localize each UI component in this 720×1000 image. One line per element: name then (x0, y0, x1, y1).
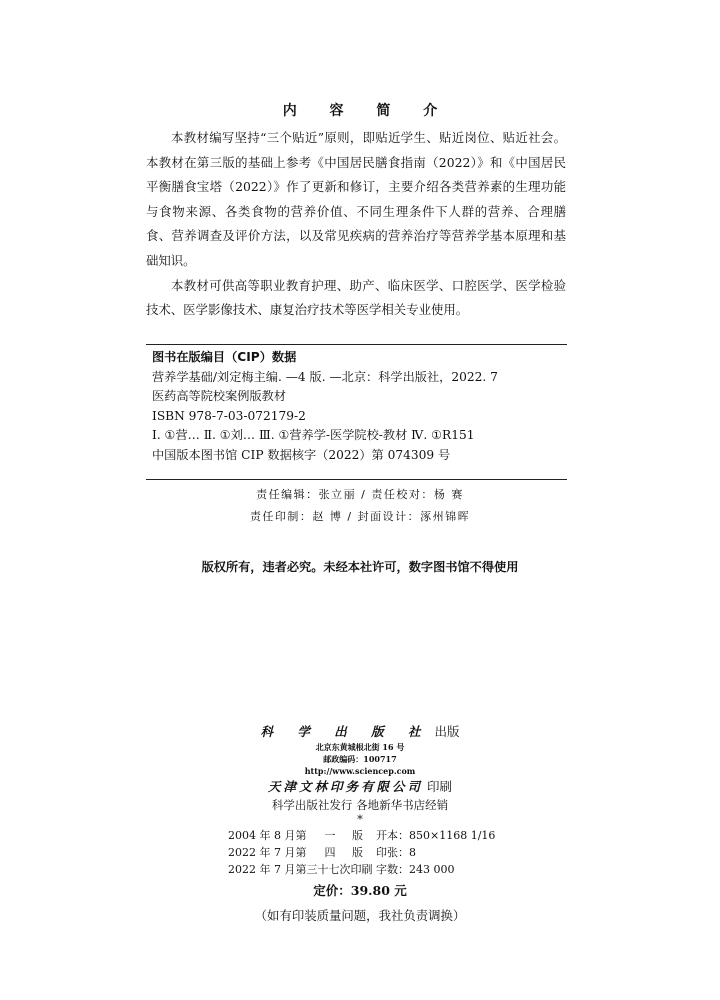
editors-line-1: 责任编辑：张立丽 / 责任校对：杨 赛 (256, 488, 464, 501)
edition-table (228, 827, 495, 878)
cip-heading: 图书在版编目（CIP）数据 (152, 350, 297, 364)
printer-line (0, 777, 720, 795)
cip-line: Ⅰ. ①营… Ⅱ. ①刘… Ⅲ. ①营养学-医学院校-教材 Ⅳ. ①R151 (152, 428, 475, 442)
edition-row (228, 844, 495, 861)
cip-line: 医药高等院校案例版教材 (152, 389, 287, 403)
edition-number: 四 (324, 846, 336, 859)
printer-logo-text: 天津文林印务有限公司 (267, 779, 423, 794)
intro-paragraph-2: 本教材可供高等职业教育护理、助产、临床医学、口腔医学、医学检验技术、医学影像技术、康复治疗技术等医学相关专业使用。 (146, 277, 566, 318)
publisher-postcode: 邮政编码：100717 (323, 754, 397, 764)
intro-paragraph-1: 本教材编写坚持“三个贴近”原则，即贴近学生、贴近岗位、贴近社会。本教材在第三版的基础上参考《中国居民膳食指南（2022）》和《中国居民平衡膳食宝塔（2022）》作了更新和修订，主要介绍各类营养素的生理功能与食物来源、各类食物的营养价值、不同生理条件下人群的营养、合理膳食、营养调查及评价方法，以及常见疾病的营养治疗等营养学基本原理和基础知识。 (146, 130, 566, 268)
printer-suffix: 印刷 (426, 779, 452, 794)
cip-top-rule (146, 344, 567, 345)
cip-line: ISBN 978-7-03-072179-2 (152, 408, 306, 423)
publisher-logo-text: 科 学 出 版 社 (260, 724, 431, 739)
publisher-line (0, 722, 720, 740)
cip-line: 营养学基础/刘定梅主编. —4 版. —北京：科学出版社，2022. 7 (152, 369, 498, 384)
distribution-line: 科学出版社发行 各地新华书店经销 (271, 798, 449, 812)
page-title: 内 容 简 介 (282, 103, 452, 119)
publisher-url: http://www.sciencep.com (304, 766, 416, 776)
edition-number: 一 (324, 829, 336, 842)
edition-spec: 开本：850×1168 1/16 (376, 829, 496, 842)
edition-date: 2022 年 7 月第 (228, 846, 307, 859)
separator-star: * (357, 812, 363, 826)
publisher-suffix: 出版 (434, 724, 460, 739)
printing-row: 2022 年 7 月第三十七次印刷 字数：243 000 (228, 863, 455, 876)
cip-line: 中国版本图书馆 CIP 数据核字（2022）第 074309 号 (152, 447, 451, 462)
cip-bottom-rule (146, 479, 567, 480)
editors-line-2: 责任印制：赵 博 / 封面设计：涿州锦晖 (249, 510, 471, 523)
copyright-notice: 版权所有，违者必究。未经本社许可，数字图书馆不得使用 (201, 560, 519, 574)
intro-section (146, 126, 566, 323)
quality-note: （如有印装质量问题，我社负责调换） (254, 908, 466, 923)
edition-date: 2004 年 8 月第 (228, 829, 307, 842)
publisher-address: 北京东黄城根北街 16 号 (315, 742, 405, 752)
edition-spec: 印张：8 (376, 846, 416, 859)
edition-row (228, 827, 495, 844)
cip-block (152, 348, 572, 465)
price: 定价：39.80 元 (313, 883, 407, 898)
edition-kind: 版 (352, 829, 363, 842)
edition-kind: 版 (352, 846, 363, 859)
